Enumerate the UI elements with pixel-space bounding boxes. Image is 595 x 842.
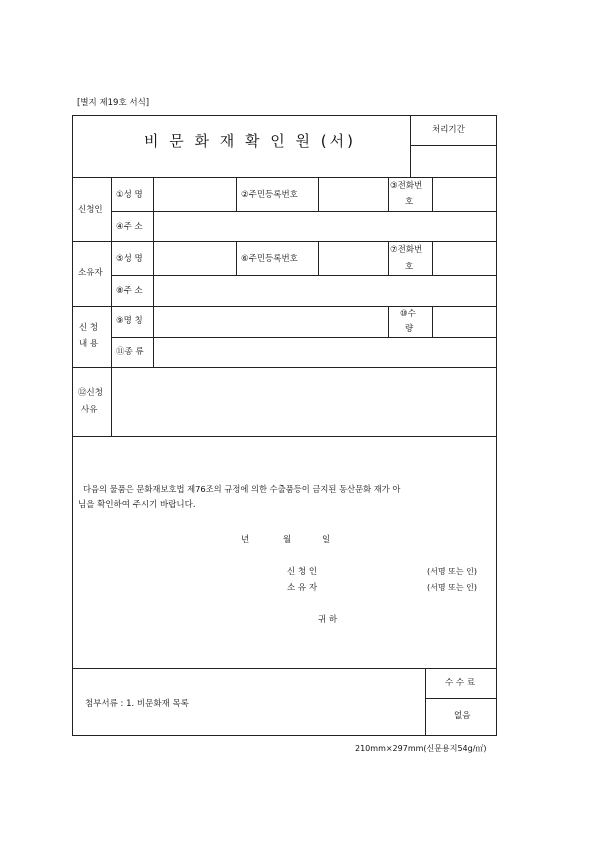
reason-label-cont: 사유 — [81, 405, 98, 415]
content-section-label: 신 청 — [79, 323, 99, 333]
quantity-field[interactable] — [433, 307, 496, 336]
statement-line-1: 다음의 물품은 문화재보호법 제76조의 규정에 의한 수출품등이 금지된 동산문화 재가 아 — [83, 484, 401, 494]
owner-name-label: ⑤성 명 — [116, 254, 143, 264]
owner-sign-field[interactable] — [330, 581, 420, 594]
form-title: 비 문 화 재 확 인 원 (서) — [144, 132, 357, 150]
applicant-address-field[interactable] — [154, 212, 496, 240]
form-reference: [별지 제19호 서식] — [77, 98, 150, 108]
reason-label: ⑫신청 — [78, 388, 103, 398]
fee-label: 수 수 료 — [445, 678, 476, 688]
applicant-phone-label: ③전화번 — [390, 181, 423, 191]
applicant-sign-label: 신 청 인 — [287, 567, 318, 577]
owner-rrn-field[interactable] — [319, 242, 387, 274]
owner-phone-label: ⑦전화번 — [390, 245, 423, 255]
date-month-label: 월 — [283, 535, 292, 545]
owner-address-label: ⑧주 소 — [116, 286, 143, 296]
content-section-label-cont: 내 용 — [79, 339, 99, 349]
applicant-phone-field[interactable] — [433, 178, 496, 210]
addressee-field[interactable] — [240, 612, 312, 626]
applicant-sign-note: (서명 또는 인) — [427, 567, 477, 576]
paper-spec-footer: 210mm×297mm(신문용지54g/㎡) — [355, 744, 487, 753]
statement-line-2: 님을 확인하여 주시기 바랍니다. — [78, 500, 196, 510]
owner-address-field[interactable] — [154, 276, 496, 305]
owner-rrn-label: ⑥주민등록번호 — [241, 254, 298, 264]
owner-section-label: 소유자 — [78, 268, 103, 278]
item-type-label: ⑪종 류 — [116, 347, 144, 357]
applicant-address-label: ④주 소 — [116, 222, 143, 232]
attachments-label: 첨부서류 : 1. 비문화재 목록 — [85, 699, 189, 709]
owner-phone-label-cont: 호 — [405, 262, 414, 272]
owner-name-field[interactable] — [154, 242, 235, 274]
fee-value: 없음 — [454, 711, 471, 721]
quantity-label: ⑩수 — [400, 309, 416, 319]
addressee: 귀 하 — [318, 615, 338, 625]
applicant-section-label: 신청인 — [78, 205, 103, 215]
item-type-field[interactable] — [154, 338, 496, 366]
owner-sign-label: 소 유 자 — [287, 583, 318, 593]
reason-field[interactable] — [112, 368, 496, 435]
applicant-sign-field[interactable] — [330, 565, 420, 578]
date-year-label: 년 — [241, 535, 250, 545]
item-name-field[interactable] — [154, 307, 387, 336]
owner-phone-field[interactable] — [433, 242, 496, 274]
date-day-label: 일 — [322, 535, 331, 545]
applicant-rrn-field[interactable] — [319, 178, 387, 210]
item-name-label: ⑨명 칭 — [116, 316, 143, 326]
applicant-rrn-label: ②주민등록번호 — [241, 190, 298, 200]
applicant-name-label: ①성 명 — [116, 190, 143, 200]
applicant-phone-label-cont: 호 — [405, 197, 414, 207]
owner-sign-note: (서명 또는 인) — [427, 583, 477, 592]
processing-period-label: 처리기간 — [432, 125, 465, 135]
processing-period-field[interactable] — [411, 146, 496, 176]
applicant-name-field[interactable] — [154, 178, 235, 210]
quantity-label-cont: 량 — [405, 324, 414, 334]
